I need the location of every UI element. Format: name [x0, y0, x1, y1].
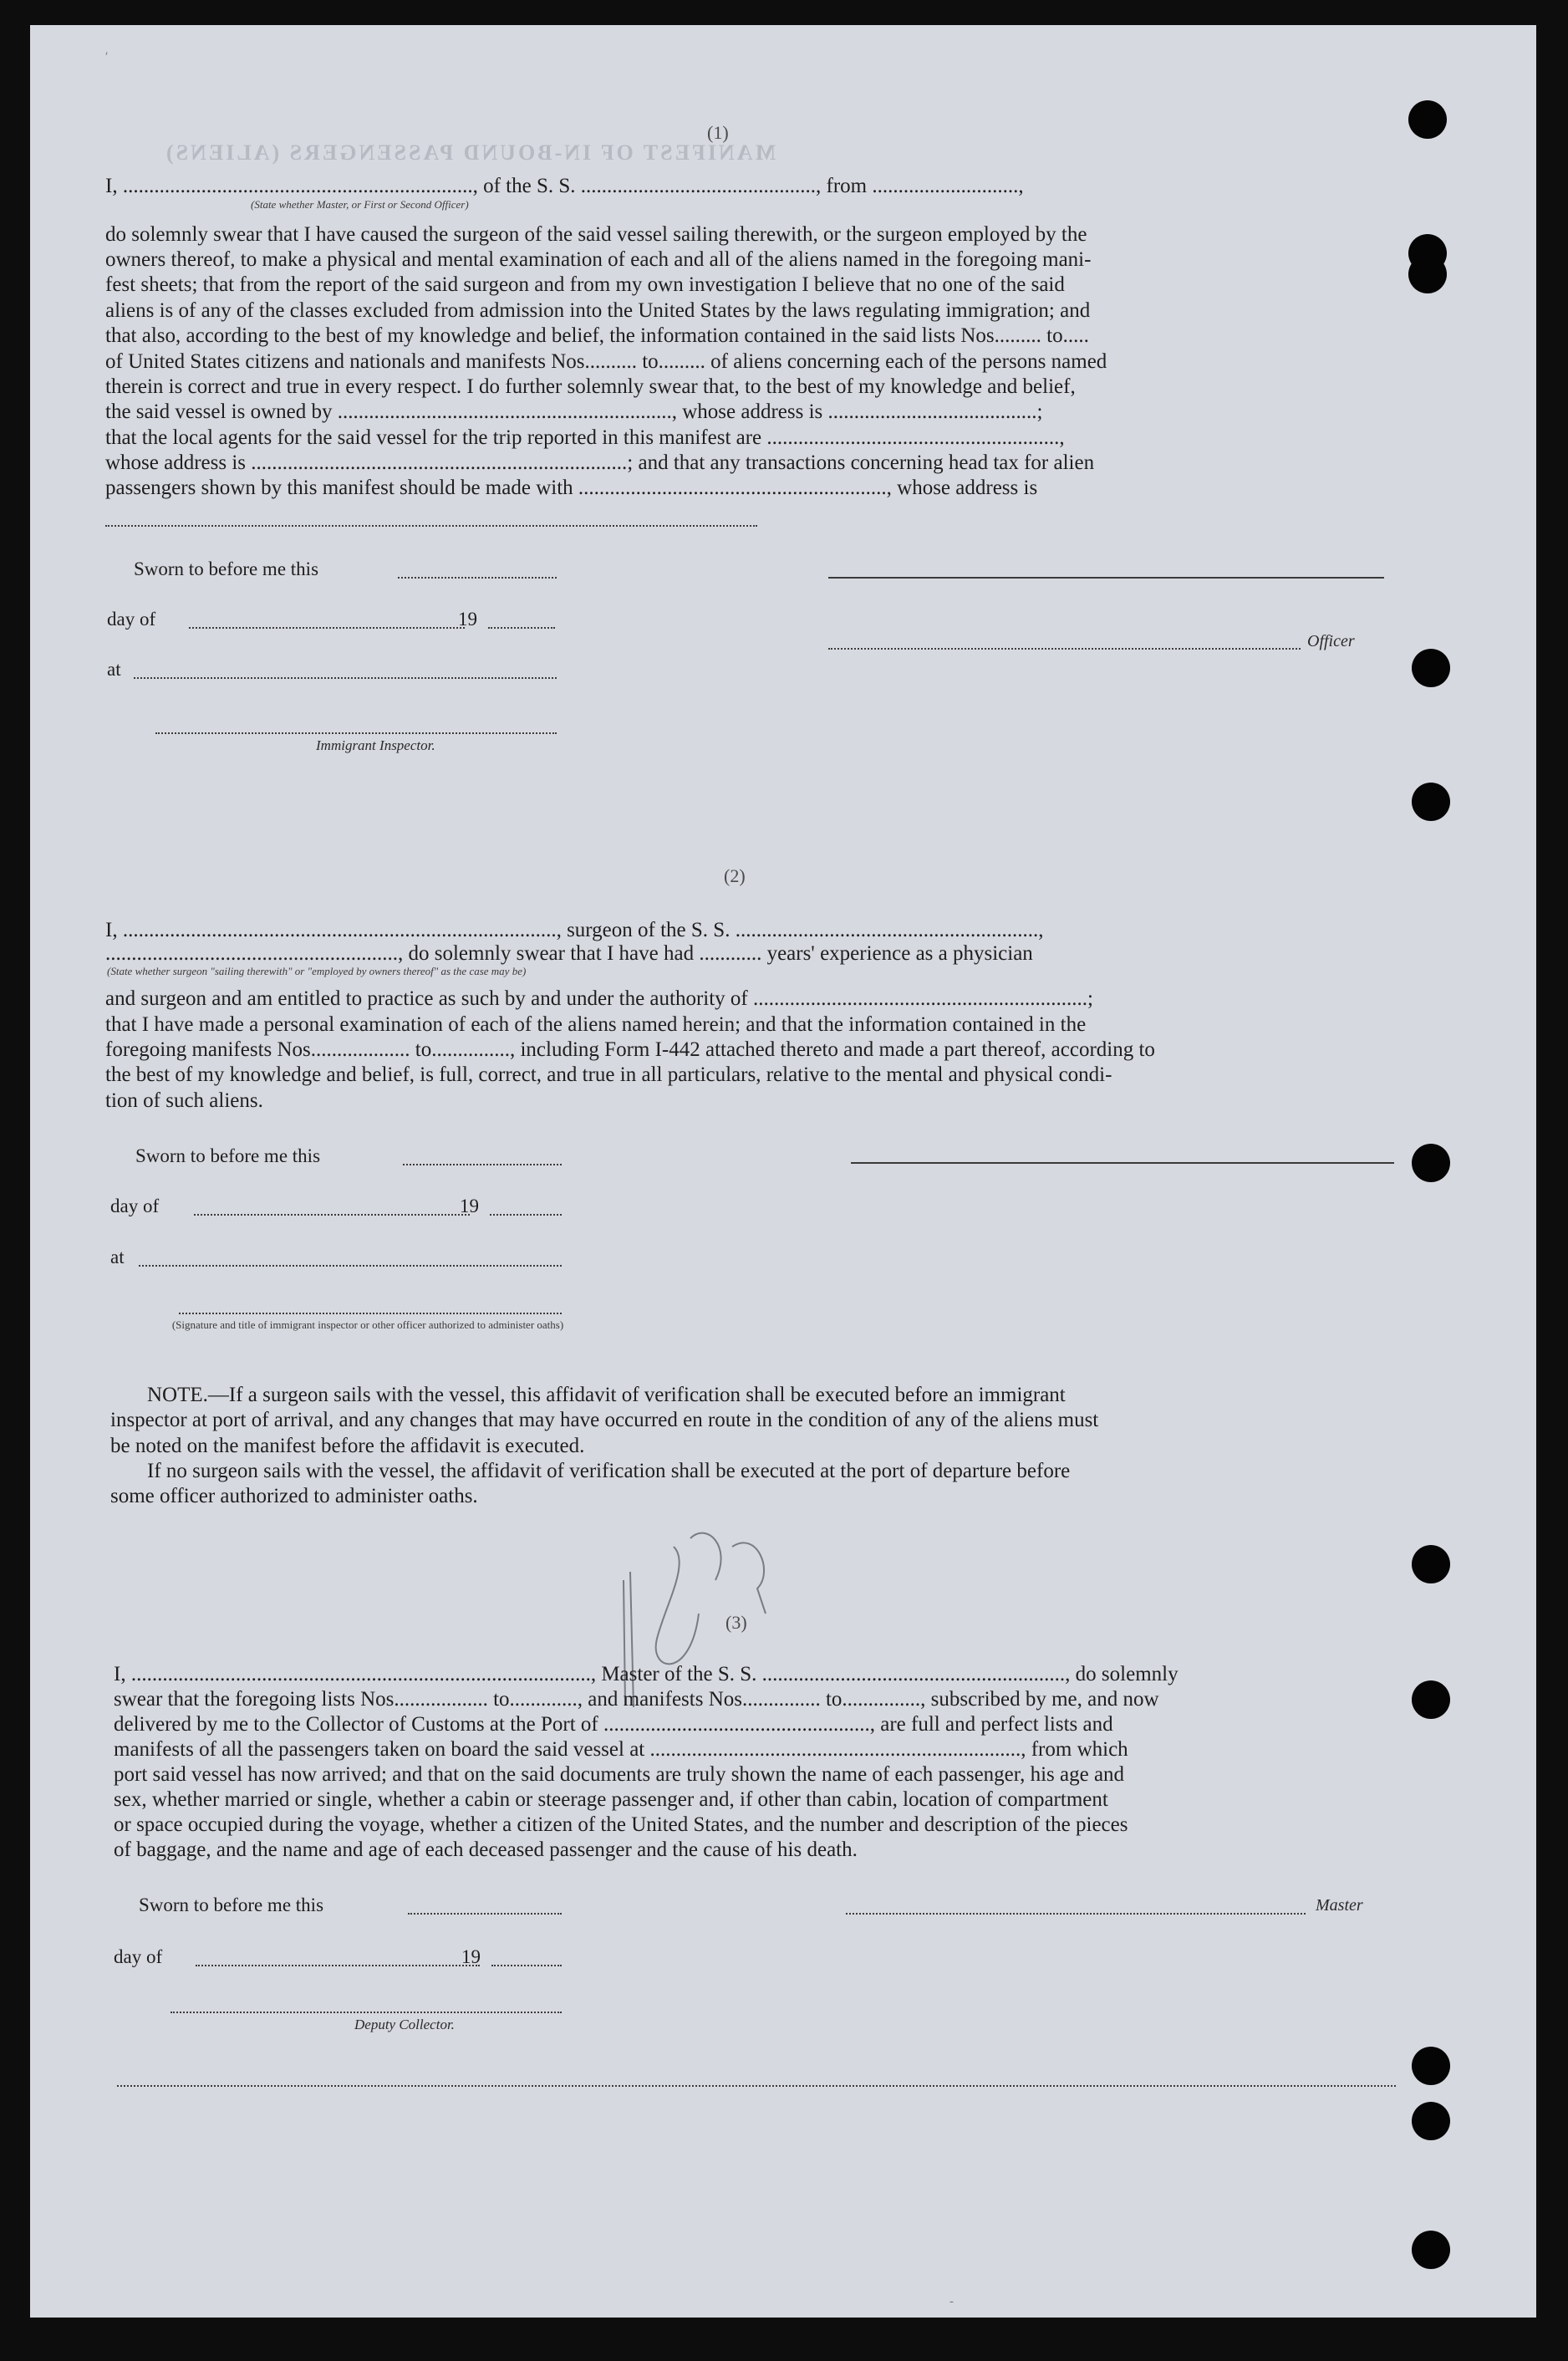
section-3-line: I, ........................................................................................, Master of the S. S. .........................................................., do solemnly	[114, 1663, 1179, 1685]
officer-signature-line	[828, 577, 1384, 579]
bottom-rule	[117, 2085, 1396, 2087]
at-label: at	[110, 1247, 125, 1267]
section-1-line: of United States citizens and nationals and manifests Nos.......... to......... of aliens concerning each of the persons named	[105, 350, 1107, 373]
section-1-line: therein is correct and true in every respect. I do further solemnly swear that, to the best of my knowledge and belief,	[105, 375, 1076, 398]
at-blank	[134, 677, 557, 679]
punch-hole	[1412, 649, 1450, 687]
section-1-line: that the local agents for the said vessel for the trip reported in this manifest are ........................................................,	[105, 426, 1065, 449]
inspector-signature-line	[155, 732, 557, 734]
section-1-line: owners thereof, to make a physical and mental examination of each and all of the aliens named in the foregoing mani-	[105, 248, 1092, 271]
punch-hole	[1412, 2102, 1450, 2140]
section-3-number: (3)	[725, 1612, 747, 1633]
officer-title: Officer	[1307, 632, 1355, 650]
section-2-line: foregoing manifests Nos................... to..............., including Form I-442 attached thereto and made a part thereof, according to	[105, 1038, 1155, 1061]
note-line: be noted on the manifest before the affidavit is executed.	[110, 1435, 585, 1457]
surgeon-signature-line	[851, 1162, 1394, 1164]
sworn-date-blank	[398, 577, 557, 579]
bleed-through-header: MANIFEST OF IN-BOUND PASSENGERS (ALIENS)	[164, 140, 776, 165]
section-1-number: (1)	[707, 122, 729, 143]
punch-hole	[1412, 783, 1450, 821]
section-3-line: of baggage, and the name and age of each deceased passenger and the cause of his death.	[114, 1838, 858, 1861]
inspector-title: Immigrant Inspector.	[316, 737, 435, 753]
punch-hole	[1412, 1545, 1450, 1583]
year-blank	[491, 1965, 562, 1966]
section-1-line: that also, according to the best of my knowledge and belief, the information contained in the said lists Nos......... to.....	[105, 324, 1089, 347]
section-3-line: swear that the foregoing lists Nos.................. to............., and manifests Nos............... to..............., subscribed by me, and now	[114, 1688, 1159, 1711]
note-line: some officer authorized to administer oaths.	[110, 1485, 478, 1507]
section-2-line: the best of my knowledge and belief, is full, correct, and true in all particulars, relative to the mental and physical condi-	[105, 1063, 1112, 1086]
officer-name-line	[828, 648, 1301, 650]
day-blank	[196, 1965, 480, 1966]
punch-hole	[1412, 2047, 1450, 2085]
year-prefix: 19	[461, 1946, 481, 1967]
scan-corner-mark: ʹ	[105, 50, 109, 64]
section-1-line: the said vessel is owned by ................................................................, whose address is ........................................;	[105, 400, 1043, 423]
sworn-label: Sworn to before me this	[139, 1894, 324, 1915]
punch-hole	[1412, 2231, 1450, 2269]
day-label: day of	[114, 1946, 163, 1967]
section-3-line: delivered by me to the Collector of Customs at the Port of ..................................................., are full and perfect lists and	[114, 1713, 1113, 1736]
sworn-label: Sworn to before me this	[135, 1145, 321, 1166]
section-1-line: I, ..................................................................., of the S. S. ............................................., from ............................,	[105, 175, 1024, 197]
section-1-line: do solemnly swear that I have caused the surgeon of the said vessel sailing therewith, or the surgeon employed by the	[105, 223, 1087, 246]
document-page	[30, 25, 1536, 2318]
officer-type-caption: (State whether Master, or First or Second Officer)	[251, 198, 469, 211]
day-blank	[189, 627, 465, 629]
note-line: NOTE.—If a surgeon sails with the vessel, this affidavit of verification shall be executed before an immigrant	[147, 1384, 1066, 1406]
master-signature-line	[846, 1913, 1306, 1915]
section-1-line: aliens is of any of the classes excluded from admission into the United States by the laws regulating immigration; and	[105, 299, 1091, 322]
bottom-scan-mark: -	[949, 2295, 954, 2308]
note-line: If no surgeon sails with the vessel, the affidavit of verification shall be executed at the port of departure before	[147, 1460, 1071, 1482]
section-2-line: ........................................................, do solemnly swear that I have had ............ years' experience as a physician	[105, 942, 1033, 965]
section-2-line: that I have made a personal examination of each of the aliens named herein; and that the information contained in the	[105, 1013, 1087, 1036]
surgeon-type-caption: (State whether surgeon "sailing therewith" or "employed by owners thereof" as the case may be)	[107, 965, 527, 977]
address-blank-line	[105, 525, 757, 527]
section-2-number: (2)	[724, 865, 746, 886]
collector-title: Deputy Collector.	[354, 2017, 455, 2032]
sworn-label: Sworn to before me this	[134, 558, 319, 579]
section-3-line: sex, whether married or single, whether a cabin or steerage passenger and, if other than cabin, location of compartment	[114, 1788, 1108, 1811]
section-1-line: fest sheets; that from the report of the said surgeon and from my own investigation I believe that no one of the said	[105, 273, 1065, 296]
day-blank	[194, 1214, 470, 1216]
section-2-line: and surgeon and am entitled to practice as such by and under the authority of ................................................................;	[105, 987, 1093, 1010]
year-blank	[490, 1214, 562, 1216]
year-blank	[488, 627, 555, 629]
section-3-line: manifests of all the passengers taken on board the said vessel at ......................................................................., from which	[114, 1738, 1128, 1761]
sworn-date-blank	[403, 1164, 562, 1165]
at-blank	[139, 1265, 562, 1267]
authority-signature-line	[179, 1313, 562, 1314]
section-3-line: or space occupied during the voyage, whether a citizen of the United States, and the number and description of the pieces	[114, 1813, 1128, 1836]
at-label: at	[107, 659, 121, 680]
note-line: inspector at port of arrival, and any changes that may have occurred en route in the condition of any of the aliens must	[110, 1409, 1099, 1431]
collector-signature-line	[171, 2012, 562, 2013]
signature-caption: (Signature and title of immigrant inspector or other officer authorized to administer oaths)	[171, 1318, 564, 1331]
section-3-line: port said vessel has now arrived; and that on the said documents are truly shown the name of each passenger, his age and	[114, 1763, 1125, 1786]
punch-hole	[1408, 100, 1447, 139]
section-2-line: tion of such aliens.	[105, 1089, 263, 1112]
section-2-line: I, ..................................................................................., surgeon of the S. S. ..........................................................,	[105, 919, 1044, 941]
year-prefix: 19	[458, 609, 477, 630]
section-1-line: passengers shown by this manifest should be made with ..........................................................., whose address is	[105, 477, 1038, 499]
day-label: day of	[110, 1196, 160, 1216]
year-prefix: 19	[460, 1196, 479, 1216]
punch-hole	[1412, 1144, 1450, 1182]
section-1-line: whose address is ........................................................................; and that any transactions concerning head tax for alien	[105, 451, 1095, 474]
day-label: day of	[107, 609, 156, 630]
master-title: Master	[1316, 1896, 1363, 1915]
sworn-date-blank	[408, 1913, 562, 1915]
